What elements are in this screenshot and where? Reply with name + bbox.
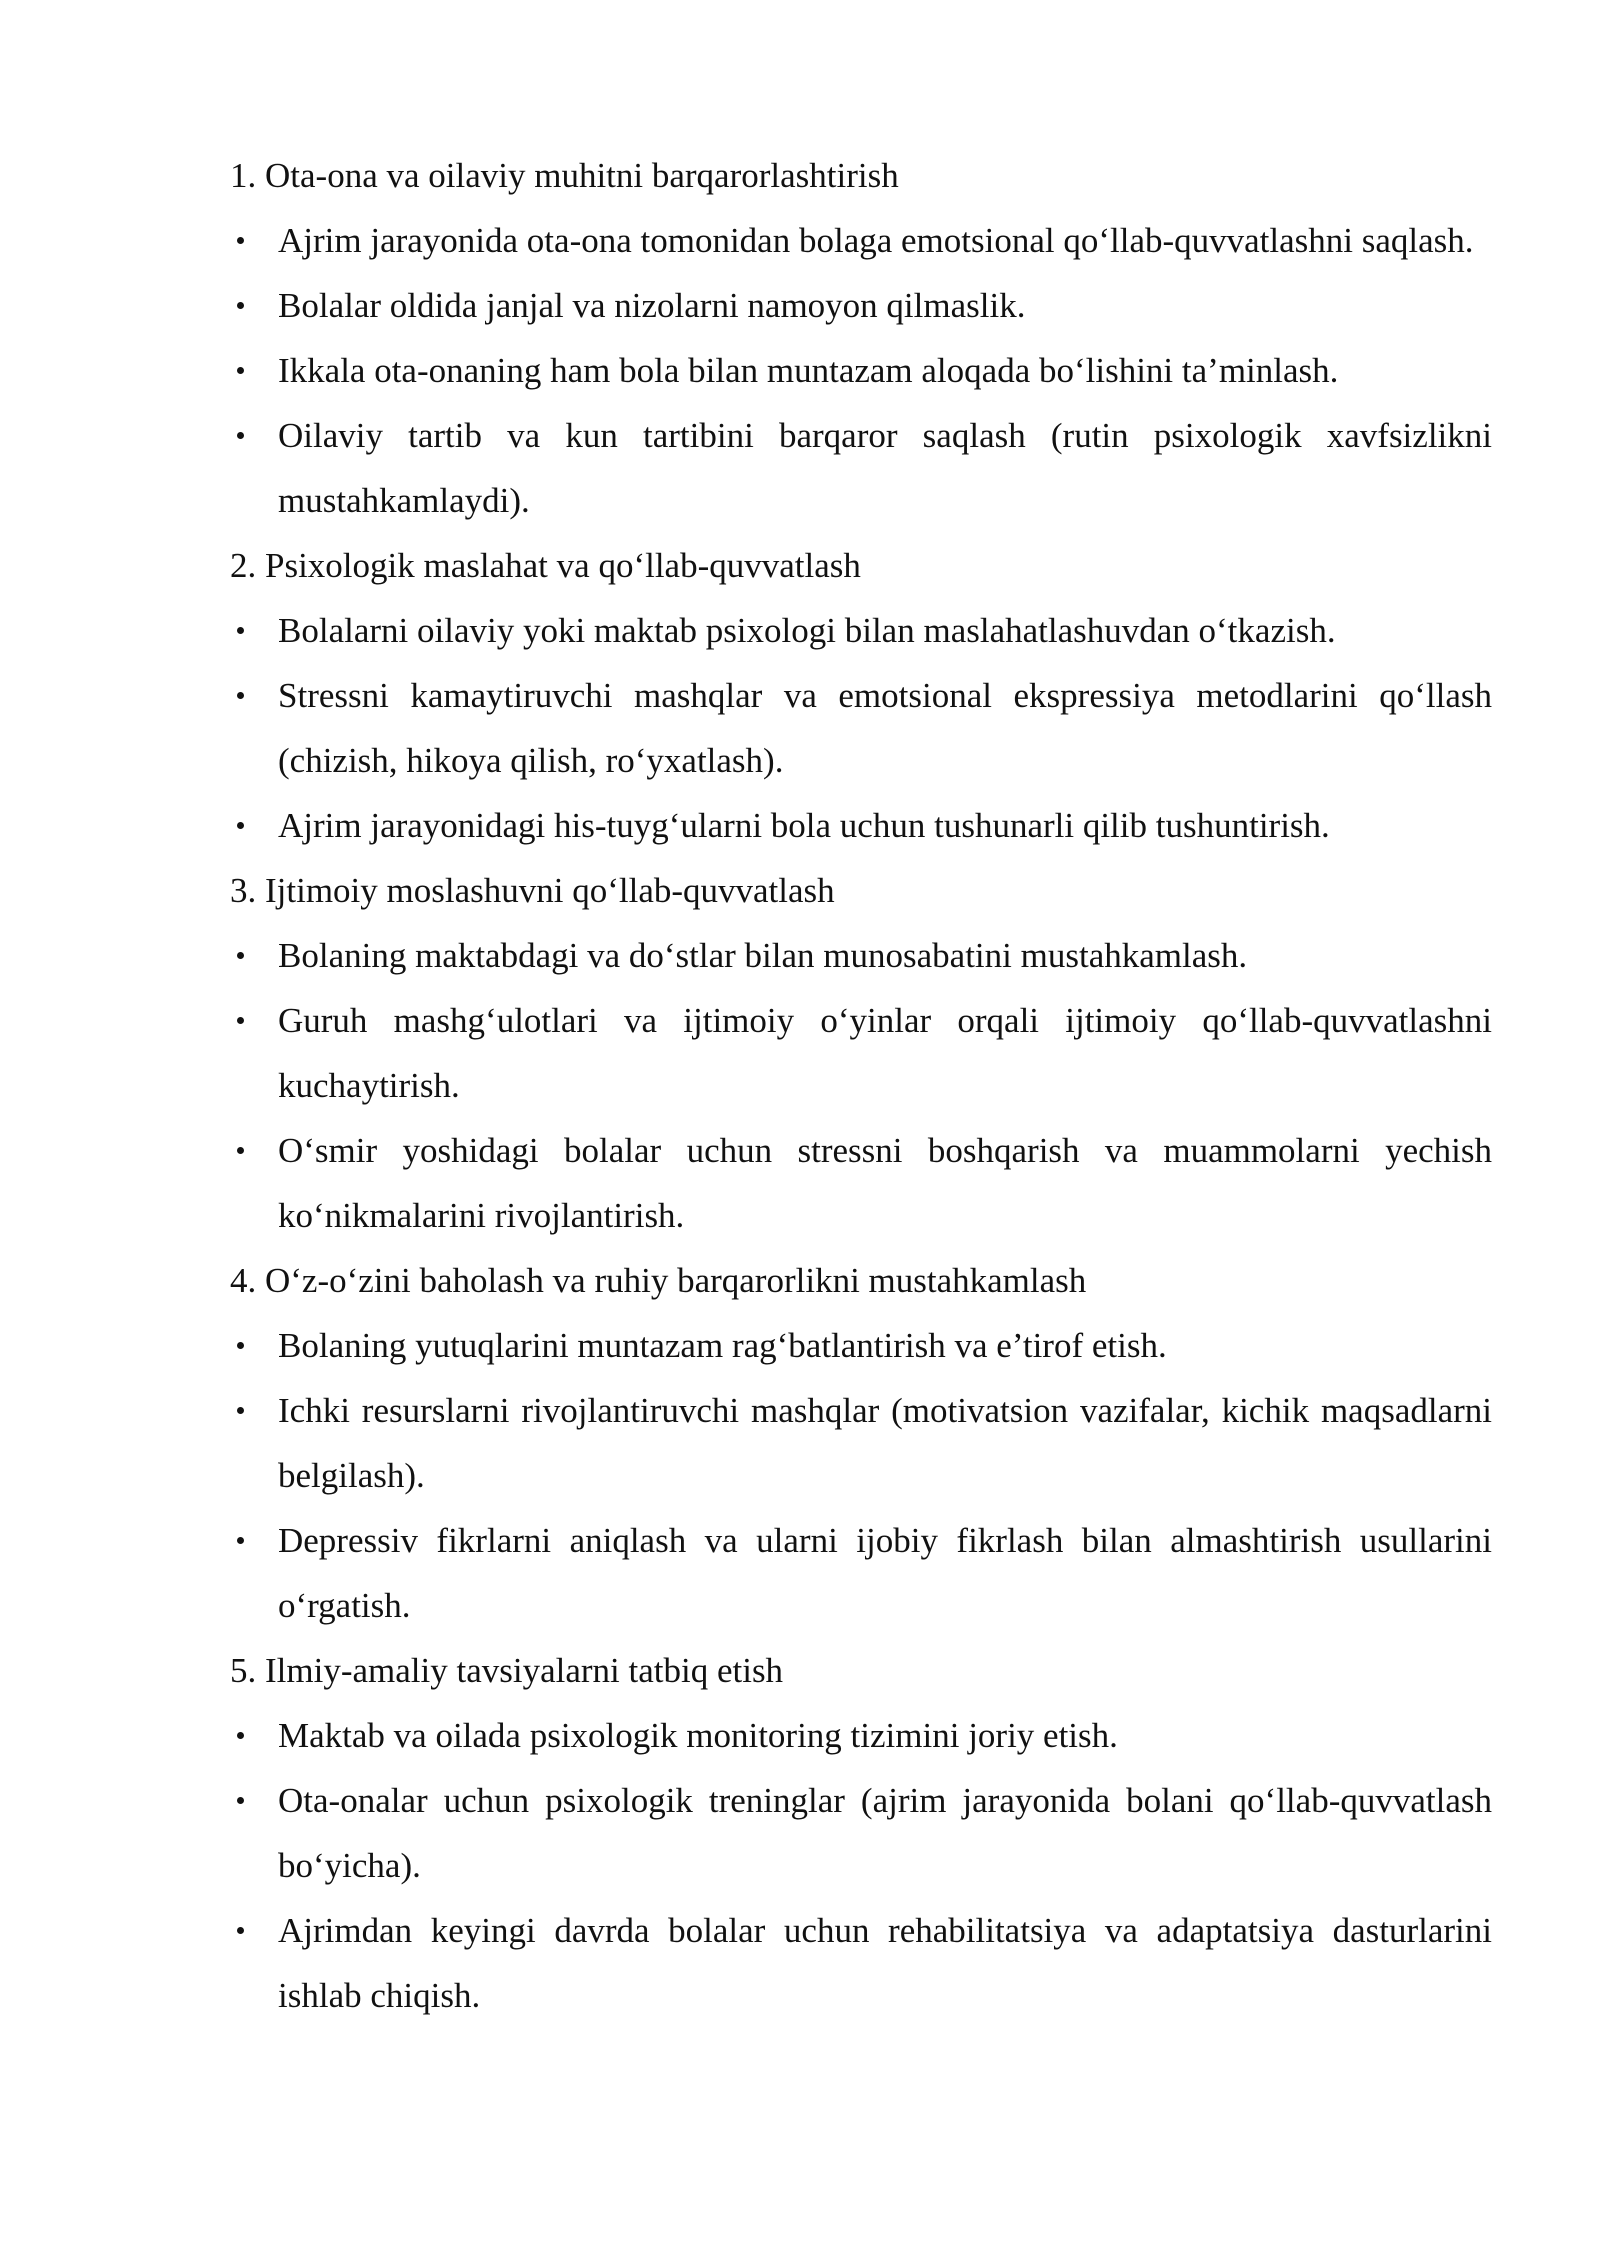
bullet-text: Ota-onalar uchun psixologik treninglar (ajrim jarayonida bolani qo‘llab-quvvatlash bo‘yicha). [278,1781,1492,1885]
bullet-item [230,208,1492,273]
section [230,1248,1492,1638]
bullet-item [230,1118,1492,1248]
bullet-text: Bolaning yutuqlarini muntazam rag‘batlantirish va e’tirof etish. [278,1326,1167,1365]
bullet-list [230,1313,1492,1638]
bullet-icon [230,338,250,403]
bullet-item [230,1768,1492,1898]
bullet-item [230,663,1492,793]
bullet-icon [230,598,250,663]
section-heading: 4. O‘z-o‘zini baholash va ruhiy barqarorlikni mustahkamlash [230,1261,1087,1300]
bullet-item [230,923,1492,988]
bullet-item [230,1703,1492,1768]
bullet-icon [230,663,250,728]
bullet-icon [230,988,250,1053]
section-heading: 1. Ota-ona va oilaviy muhitni barqarorlashtirish [230,156,899,195]
section-heading: 3. Ijtimoiy moslashuvni qo‘llab-quvvatlash [230,871,835,910]
bullet-list [230,208,1492,533]
bullet-list [230,1703,1492,2028]
bullet-item [230,273,1492,338]
bullet-text: Ichki resurslarni rivojlantiruvchi mashqlar (motivatsion vazifalar, kichik maqsadlarni belgilash). [278,1391,1492,1495]
bullet-text: Ajrimdan keyingi davrda bolalar uchun rehabilitatsiya va adaptatsiya dasturlarini ishlab chiqish. [278,1911,1492,2015]
bullet-item [230,338,1492,403]
bullet-item [230,1313,1492,1378]
document-body [230,143,1492,2028]
bullet-icon [230,1508,250,1573]
bullet-icon [230,1118,250,1183]
bullet-item [230,598,1492,663]
bullet-text: O‘smir yoshidagi bolalar uchun stressni boshqarish va muammolarni yechish ko‘nikmalarini rivojlantirish. [278,1131,1492,1235]
bullet-text: Ajrim jarayonida ota-ona tomonidan bolaga emotsional qo‘llab-quvvatlashni saqlash. [278,221,1474,260]
bullet-icon [230,208,250,273]
bullet-item [230,1898,1492,2028]
bullet-text: Ikkala ota-onaning ham bola bilan muntazam aloqada bo‘lishini ta’minlash. [278,351,1339,390]
bullet-text: Maktab va oilada psixologik monitoring tizimini joriy etish. [278,1716,1118,1755]
bullet-icon [230,1768,250,1833]
bullet-text: Bolalar oldida janjal va nizolarni namoyon qilmaslik. [278,286,1026,325]
bullet-list [230,598,1492,858]
bullet-text: Guruh mashg‘ulotlari va ijtimoiy o‘yinlar orqali ijtimoiy qo‘llab-quvvatlashni kuchaytirish. [278,1001,1492,1105]
bullet-item [230,988,1492,1118]
section [230,1638,1492,2028]
section [230,533,1492,858]
section-heading: 2. Psixologik maslahat va qo‘llab-quvvatlash [230,546,861,585]
bullet-icon [230,403,250,468]
bullet-text: Oilaviy tartib va kun tartibini barqaror saqlash (rutin psixologik xavfsizlikni mustahkamlaydi). [278,416,1492,520]
bullet-item [230,1508,1492,1638]
bullet-icon [230,273,250,338]
bullet-item [230,793,1492,858]
bullet-item [230,1378,1492,1508]
bullet-icon [230,1898,250,1963]
bullet-text: Depressiv fikrlarni aniqlash va ularni ijobiy fikrlash bilan almashtirish usullarini o‘rgatish. [278,1521,1492,1625]
bullet-icon [230,923,250,988]
bullet-icon [230,793,250,858]
section-heading: 5. Ilmiy-amaliy tavsiyalarni tatbiq etish [230,1651,784,1690]
bullet-item [230,403,1492,533]
bullet-text: Bolalarni oilaviy yoki maktab psixologi bilan maslahatlashuvdan o‘tkazish. [278,611,1336,650]
bullet-icon [230,1313,250,1378]
bullet-icon [230,1703,250,1768]
bullet-text: Bolaning maktabdagi va do‘stlar bilan munosabatini mustahkamlash. [278,936,1248,975]
bullet-text: Ajrim jarayonidagi his-tuyg‘ularni bola uchun tushunarli qilib tushuntirish. [278,806,1330,845]
section [230,858,1492,1248]
bullet-list [230,923,1492,1248]
bullet-text: Stressni kamaytiruvchi mashqlar va emotsional ekspressiya metodlarini qo‘llash (chizish, hikoya qilish, ro‘yxatlash). [278,676,1492,780]
bullet-icon [230,1378,250,1443]
section [230,143,1492,533]
